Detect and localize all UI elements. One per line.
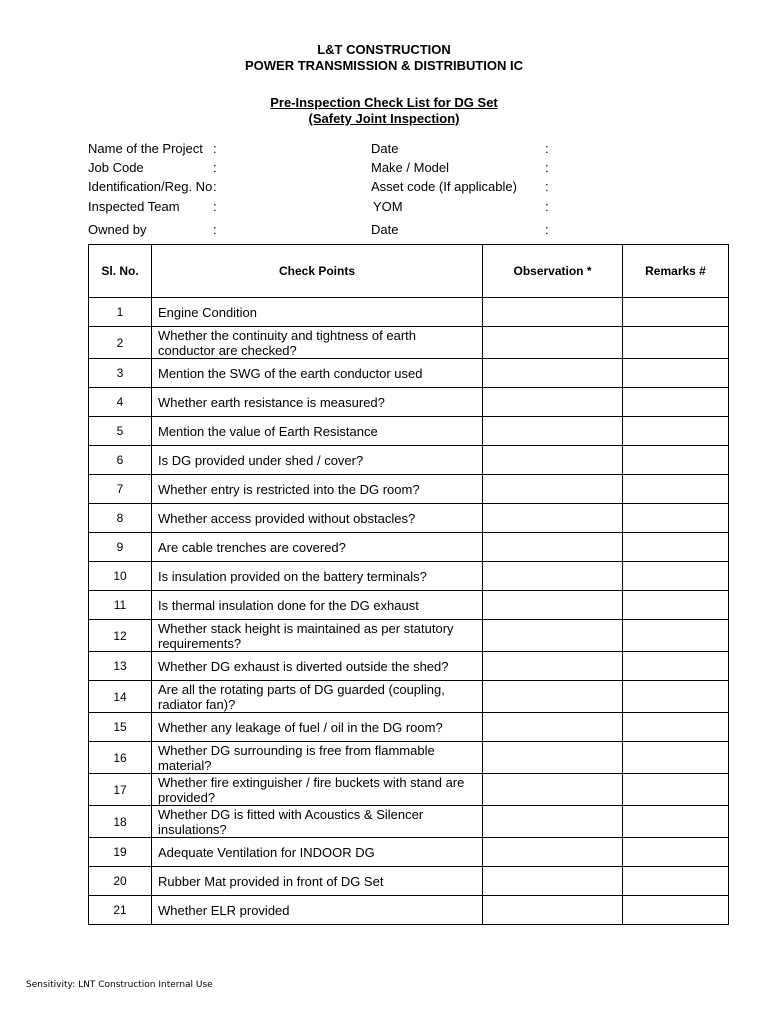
- table-row: [89, 742, 729, 774]
- table-row: [89, 681, 729, 713]
- job-code-label: Job Code: [88, 160, 144, 175]
- row-number: 15: [89, 713, 152, 742]
- company-name: L&T CONSTRUCTION: [317, 42, 451, 57]
- table-row: [89, 446, 729, 475]
- owned-by-label: Owned by: [88, 222, 147, 237]
- row-number: 12: [89, 620, 152, 652]
- check-point-text: Whether the continuity and tightness of earth conductor are checked?: [152, 327, 483, 359]
- date-label: Date: [371, 141, 399, 156]
- remarks-cell[interactable]: [623, 359, 729, 388]
- table-row: [89, 591, 729, 620]
- check-point-text: Whether any leakage of fuel / oil in the DG room?: [152, 713, 483, 742]
- observation-cell[interactable]: [483, 838, 623, 867]
- observation-cell[interactable]: [483, 533, 623, 562]
- inspected-team-colon: :: [213, 199, 217, 214]
- observation-cell[interactable]: [483, 504, 623, 533]
- division-name: POWER TRANSMISSION & DISTRIBUTION IC: [244, 58, 524, 73]
- check-point-text: Are all the rotating parts of DG guarded (coupling, radiator fan)?: [152, 681, 483, 713]
- check-point-text: Are cable trenches are covered?: [152, 533, 483, 562]
- project-name-colon: :: [213, 141, 217, 156]
- observation-cell[interactable]: [483, 681, 623, 713]
- remarks-cell[interactable]: [623, 504, 729, 533]
- observation-cell[interactable]: [483, 591, 623, 620]
- check-point-text: Mention the SWG of the earth conductor used: [152, 359, 483, 388]
- check-point-text: Whether DG surrounding is free from flammable material?: [152, 742, 483, 774]
- remarks-cell[interactable]: [623, 867, 729, 896]
- check-point-text: Mention the value of Earth Resistance: [152, 417, 483, 446]
- check-point-text: Is insulation provided on the battery terminals?: [152, 562, 483, 591]
- observation-cell[interactable]: [483, 742, 623, 774]
- remarks-cell[interactable]: [623, 713, 729, 742]
- check-point-text: Whether DG exhaust is diverted outside the shed?: [152, 652, 483, 681]
- remarks-header: Remarks #: [623, 245, 729, 298]
- table-row: [89, 327, 729, 359]
- table-row: [89, 504, 729, 533]
- observation-cell[interactable]: [483, 475, 623, 504]
- check-point-text: Whether fire extinguisher / fire buckets with stand are provided?: [152, 774, 483, 806]
- row-number: 18: [89, 806, 152, 838]
- check-point-text: Whether access provided without obstacles?: [152, 504, 483, 533]
- table-row: [89, 652, 729, 681]
- checklist-table: [88, 244, 729, 925]
- remarks-cell[interactable]: [623, 774, 729, 806]
- remarks-cell[interactable]: [623, 806, 729, 838]
- table-row: [89, 562, 729, 591]
- row-number: 21: [89, 896, 152, 925]
- observation-cell[interactable]: [483, 417, 623, 446]
- observation-cell[interactable]: [483, 359, 623, 388]
- row-number: 9: [89, 533, 152, 562]
- table-row: [89, 298, 729, 327]
- owned-by-colon: :: [213, 222, 217, 237]
- observation-cell[interactable]: [483, 327, 623, 359]
- row-number: 14: [89, 681, 152, 713]
- table-row: [89, 867, 729, 896]
- row-number: 2: [89, 327, 152, 359]
- remarks-cell[interactable]: [623, 475, 729, 504]
- sensitivity-footer: Sensitivity: LNT Construction Internal Use: [26, 980, 213, 990]
- job-code-colon: :: [213, 160, 217, 175]
- observation-cell[interactable]: [483, 298, 623, 327]
- check-point-text: Whether earth resistance is measured?: [152, 388, 483, 417]
- remarks-cell[interactable]: [623, 742, 729, 774]
- remarks-cell[interactable]: [623, 388, 729, 417]
- row-number: 8: [89, 504, 152, 533]
- check-point-text: Is DG provided under shed / cover?: [152, 446, 483, 475]
- check-point-text: Whether entry is restricted into the DG room?: [152, 475, 483, 504]
- row-number: 3: [89, 359, 152, 388]
- remarks-cell[interactable]: [623, 562, 729, 591]
- asset-code-colon: :: [545, 179, 549, 194]
- date-2-colon: :: [545, 222, 549, 237]
- table-row: [89, 838, 729, 867]
- remarks-cell[interactable]: [623, 446, 729, 475]
- remarks-cell[interactable]: [623, 838, 729, 867]
- remarks-cell[interactable]: [623, 681, 729, 713]
- asset-code-label: Asset code (If applicable): [371, 179, 517, 194]
- row-number: 20: [89, 867, 152, 896]
- observation-cell[interactable]: [483, 388, 623, 417]
- date-2-label: Date: [371, 222, 399, 237]
- remarks-cell[interactable]: [623, 533, 729, 562]
- check-point-text: Engine Condition: [152, 298, 483, 327]
- observation-cell[interactable]: [483, 806, 623, 838]
- make-model-label: Make / Model: [371, 160, 450, 175]
- table-row: [89, 533, 729, 562]
- remarks-cell[interactable]: [623, 591, 729, 620]
- check-point-text: Rubber Mat provided in front of DG Set: [152, 867, 483, 896]
- observation-cell[interactable]: [483, 562, 623, 591]
- yom-label: YOM: [373, 199, 403, 214]
- table-header-row: [89, 245, 729, 298]
- table-row: [89, 417, 729, 446]
- table-row: [89, 388, 729, 417]
- remarks-cell[interactable]: [623, 620, 729, 652]
- row-number: 11: [89, 591, 152, 620]
- observation-cell[interactable]: [483, 867, 623, 896]
- observation-header: Observation *: [483, 245, 623, 298]
- inspected-team-label: Inspected Team: [88, 199, 180, 214]
- check-points-header: Check Points: [152, 245, 483, 298]
- remarks-cell[interactable]: [623, 327, 729, 359]
- row-number: 10: [89, 562, 152, 591]
- make-model-colon: :: [545, 160, 549, 175]
- project-name-label: Name of the Project: [88, 141, 203, 156]
- table-row: [89, 475, 729, 504]
- check-point-text: Is thermal insulation done for the DG exhaust: [152, 591, 483, 620]
- observation-cell[interactable]: [483, 896, 623, 925]
- identification-label: Identification/Reg. No: [88, 179, 213, 194]
- table-row: [89, 896, 729, 925]
- row-number: 19: [89, 838, 152, 867]
- row-number: 16: [89, 742, 152, 774]
- row-number: 6: [89, 446, 152, 475]
- remarks-cell[interactable]: [623, 896, 729, 925]
- table-row: [89, 774, 729, 806]
- remarks-cell[interactable]: [623, 417, 729, 446]
- sl-no-header: Sl. No.: [89, 245, 152, 298]
- date-colon: :: [545, 141, 549, 156]
- check-point-text: Whether DG is fitted with Acoustics & Silencer insulations?: [152, 806, 483, 838]
- check-point-text: Whether stack height is maintained as per statutory requirements?: [152, 620, 483, 652]
- row-number: 7: [89, 475, 152, 504]
- check-point-text: Adequate Ventilation for INDOOR DG: [152, 838, 483, 867]
- row-number: 5: [89, 417, 152, 446]
- row-number: 4: [89, 388, 152, 417]
- observation-cell[interactable]: [483, 774, 623, 806]
- row-number: 17: [89, 774, 152, 806]
- table-row: [89, 713, 729, 742]
- identification-colon: :: [213, 179, 217, 194]
- document-subtitle: (Safety Joint Inspection): [308, 111, 460, 126]
- remarks-cell[interactable]: [623, 652, 729, 681]
- row-number: 13: [89, 652, 152, 681]
- document-title: Pre-Inspection Check List for DG Set: [270, 95, 498, 110]
- table-row: [89, 359, 729, 388]
- row-number: 1: [89, 298, 152, 327]
- check-point-text: Whether ELR provided: [152, 896, 483, 925]
- observation-cell[interactable]: [483, 620, 623, 652]
- table-row: [89, 620, 729, 652]
- table-row: [89, 806, 729, 838]
- observation-cell[interactable]: [483, 446, 623, 475]
- observation-cell[interactable]: [483, 652, 623, 681]
- yom-colon: :: [545, 199, 549, 214]
- remarks-cell[interactable]: [623, 298, 729, 327]
- observation-cell[interactable]: [483, 713, 623, 742]
